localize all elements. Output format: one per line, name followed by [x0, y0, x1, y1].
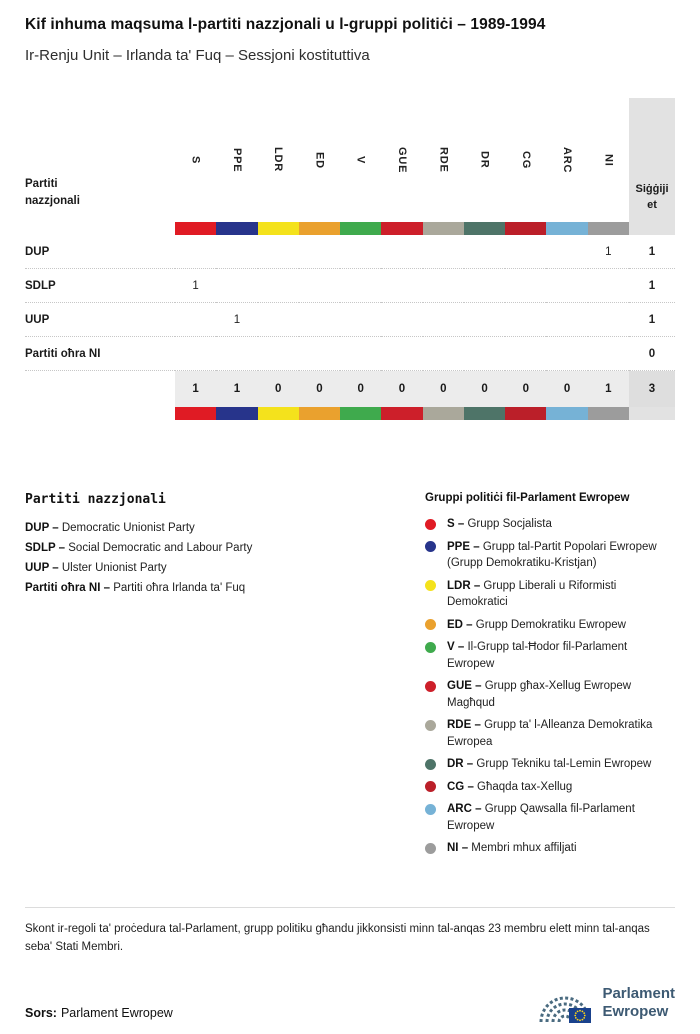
value-ppe: 1	[216, 303, 257, 337]
column-header-v	[340, 98, 381, 222]
party-fullname: Partiti oħra Irlanda ta' Fuq	[113, 582, 246, 594]
group-abbr: DR –	[447, 758, 477, 770]
column-header-label: PPE	[230, 147, 243, 173]
total-rde: 0	[423, 371, 464, 407]
column-header-rde	[423, 98, 464, 222]
group-fullname: Grupp ta' l-Alleanza Demokratika Ewropea	[447, 719, 653, 748]
color-bar-rde	[423, 222, 464, 235]
value-ed	[299, 303, 340, 337]
value-ni	[588, 303, 629, 337]
group-legend-item	[425, 639, 675, 672]
group-legend-text	[447, 578, 675, 611]
party-name: UUP	[25, 303, 175, 337]
party-name: Partiti oħra NI	[25, 337, 175, 371]
party-legend-item	[25, 522, 425, 534]
group-fullname: Grupp Tekniku tal-Lemin Ewropew	[476, 758, 652, 770]
value-gue	[381, 235, 422, 269]
group-abbr: ED –	[447, 618, 476, 631]
total-v: 0	[340, 371, 381, 407]
party-fullname: Democratic Unionist Party	[61, 522, 195, 534]
value-rde	[423, 337, 464, 371]
row-header-cell	[25, 98, 175, 222]
table-totals-row	[25, 371, 675, 407]
seats-column-header: Siġġijiet	[629, 98, 675, 222]
group-fullname: Grupp Demokratiku Ewropew	[475, 618, 626, 631]
totals-seats: 3	[629, 371, 675, 407]
group-legend-item	[425, 539, 675, 572]
party-group-table	[25, 98, 675, 420]
bar-spacer	[25, 407, 175, 420]
value-arc	[546, 303, 587, 337]
party-seats: 0	[629, 337, 675, 371]
color-bar-ed	[299, 222, 340, 235]
value-ni: 1	[588, 235, 629, 269]
value-gue	[381, 337, 422, 371]
value-s	[175, 303, 216, 337]
group-legend-list	[425, 516, 675, 857]
group-abbr: CG –	[447, 780, 478, 793]
value-dr	[464, 337, 505, 371]
color-bar-v	[340, 222, 381, 235]
group-abbr: V –	[447, 641, 468, 653]
page-subtitle: Ir-Renju Unit – Irlanda ta' Fuq – Sessjoni kostituttiva	[25, 47, 370, 64]
column-header-label: NI	[602, 153, 615, 167]
color-bar-ed	[299, 407, 340, 420]
column-header-dr	[464, 98, 505, 222]
ep-logo-text	[602, 985, 675, 1021]
column-header-gue	[381, 98, 422, 222]
color-bar-ldr	[258, 222, 299, 235]
value-dr	[464, 235, 505, 269]
total-dr: 0	[464, 371, 505, 407]
group-legend-item	[425, 578, 675, 611]
group-fullname: Il-Grupp tal-Ħodor fil-Parlament Ewropew	[447, 641, 628, 670]
group-legend-item	[425, 717, 675, 750]
totals-spacer	[25, 371, 175, 407]
source-text: Parlament Ewropew	[60, 1006, 173, 1020]
source-line	[25, 1006, 173, 1024]
group-legend-item	[425, 617, 675, 634]
group-color-dot	[425, 580, 436, 591]
value-cg	[505, 235, 546, 269]
value-dr	[464, 269, 505, 303]
group-color-dot	[425, 720, 436, 731]
value-arc	[546, 337, 587, 371]
table-body	[25, 235, 675, 371]
party-fullname: Social Democratic and Labour Party	[68, 542, 253, 554]
color-bar-cg	[505, 222, 546, 235]
column-header-label: ED	[313, 151, 326, 169]
page-title: Kif inhuma maqsuma l-partiti nazzjonali u l-gruppi politiċi – 1989-1994	[25, 16, 546, 33]
value-rde	[423, 269, 464, 303]
value-rde	[423, 235, 464, 269]
color-bar-s	[175, 407, 216, 420]
group-fullname: Grupp għax-Xellug Ewropew Magħqud	[447, 680, 632, 709]
group-legend-item	[425, 840, 675, 857]
value-ldr	[258, 235, 299, 269]
total-arc: 0	[546, 371, 587, 407]
party-legend-item	[25, 562, 425, 574]
bar-seats	[629, 407, 675, 420]
table-row	[25, 235, 675, 269]
color-bar-s	[175, 222, 216, 235]
column-header-cg	[505, 98, 546, 222]
value-ldr	[258, 303, 299, 337]
group-fullname: Grupp tal-Partit Popolari Ewropew (Grupp Demokratiku-Kristjan)	[447, 540, 657, 569]
group-color-dot	[425, 759, 436, 770]
row-header-label: Partiti nazzjonali	[25, 177, 80, 207]
group-legend	[425, 492, 675, 863]
column-header-arc	[546, 98, 587, 222]
color-bar-v	[340, 407, 381, 420]
group-abbr: RDE –	[447, 719, 485, 731]
value-rde	[423, 303, 464, 337]
color-bar-arc	[546, 407, 587, 420]
value-gue	[381, 269, 422, 303]
value-ed	[299, 235, 340, 269]
color-bar-cg	[505, 407, 546, 420]
column-header-label: S	[189, 155, 202, 165]
value-arc	[546, 269, 587, 303]
party-legend-list	[25, 522, 425, 594]
column-header-s	[175, 98, 216, 222]
column-header-label: DR	[478, 151, 491, 169]
party-name: DUP	[25, 235, 175, 269]
color-bar-ppe	[216, 222, 257, 235]
value-ni	[588, 337, 629, 371]
group-color-dot	[425, 781, 436, 792]
group-color-dot	[425, 642, 436, 653]
group-abbr: PPE –	[447, 540, 483, 553]
value-gue	[381, 303, 422, 337]
group-legend-item	[425, 516, 675, 533]
value-arc	[546, 235, 587, 269]
value-v	[340, 337, 381, 371]
color-bar-ppe	[216, 407, 257, 420]
column-header-ldr	[258, 98, 299, 222]
party-legend	[25, 492, 425, 863]
party-seats: 1	[629, 269, 675, 303]
party-abbr: UUP –	[25, 562, 62, 574]
group-legend-text	[447, 840, 577, 857]
party-legend-heading: Partiti nazzjonali	[25, 492, 166, 507]
color-bar-gue	[381, 407, 422, 420]
group-abbr: S –	[447, 518, 468, 530]
group-legend-text	[447, 539, 675, 572]
group-legend-text	[447, 516, 552, 533]
value-dr	[464, 303, 505, 337]
group-legend-text	[447, 717, 675, 750]
value-ppe	[216, 337, 257, 371]
page-footer	[25, 982, 675, 1024]
group-abbr: ARC –	[447, 803, 485, 815]
footnote: Skont ir-regoli ta' proċedura tal-Parlament, grupp politiku għandu jikkonsisti minn tal-anqas 23 membru elett minn tal-anqas seba' Stati Membri.	[25, 907, 675, 957]
party-legend-item	[25, 582, 425, 594]
value-cg	[505, 269, 546, 303]
group-legend-text	[447, 801, 675, 834]
group-legend-item	[425, 801, 675, 834]
ep-hemicycle-icon	[539, 982, 593, 1024]
total-ed: 0	[299, 371, 340, 407]
value-ed	[299, 269, 340, 303]
value-ppe	[216, 235, 257, 269]
color-bar-ldr	[258, 407, 299, 420]
color-bar-dr	[464, 407, 505, 420]
bar-seats	[629, 222, 675, 235]
group-legend-text	[447, 617, 626, 634]
table-row	[25, 337, 675, 371]
value-v	[340, 235, 381, 269]
group-abbr: GUE –	[447, 680, 485, 692]
source-label: Sors:	[25, 1006, 57, 1020]
group-color-dot	[425, 843, 436, 854]
color-bar-bottom	[25, 407, 675, 420]
party-abbr: Partiti oħra NI –	[25, 582, 114, 594]
column-header-label: GUE	[395, 146, 408, 174]
value-cg	[505, 337, 546, 371]
party-seats: 1	[629, 235, 675, 269]
total-gue: 0	[381, 371, 422, 407]
group-color-dot	[425, 541, 436, 552]
value-s	[175, 337, 216, 371]
color-bar-dr	[464, 222, 505, 235]
group-legend-text	[447, 639, 675, 672]
column-header-ni	[588, 98, 629, 222]
value-ed	[299, 337, 340, 371]
color-bar-ni	[588, 222, 629, 235]
color-bar-gue	[381, 222, 422, 235]
group-fullname: Grupp Socjalista	[467, 518, 552, 530]
group-color-dot	[425, 804, 436, 815]
total-ni: 1	[588, 371, 629, 407]
table-row	[25, 303, 675, 337]
column-header-label: CG	[519, 150, 532, 170]
group-color-dot	[425, 619, 436, 630]
group-color-dot	[425, 519, 436, 530]
value-ldr	[258, 337, 299, 371]
group-legend-item	[425, 779, 675, 796]
party-fullname: Ulster Unionist Party	[61, 562, 167, 574]
group-abbr: NI –	[447, 842, 472, 854]
ep-logo-line1: Parlament	[602, 985, 675, 1002]
group-abbr: LDR –	[447, 579, 484, 592]
total-s: 1	[175, 371, 216, 407]
group-legend-heading: Gruppi politiċi fil-Parlament Ewropew	[425, 492, 630, 504]
column-header-ed	[299, 98, 340, 222]
group-fullname: Għaqda tax-Xellug	[477, 780, 573, 793]
column-header-label: V	[354, 155, 367, 165]
legend-section	[25, 492, 675, 863]
column-header-ppe	[216, 98, 257, 222]
group-legend-text	[447, 678, 675, 711]
value-s	[175, 235, 216, 269]
total-cg: 0	[505, 371, 546, 407]
total-ppe: 1	[216, 371, 257, 407]
party-seats: 1	[629, 303, 675, 337]
column-header-label: LDR	[272, 147, 285, 173]
ep-logo	[539, 982, 675, 1024]
value-ppe	[216, 269, 257, 303]
group-legend-item	[425, 756, 675, 773]
party-legend-item	[25, 542, 425, 554]
group-legend-text	[447, 779, 572, 796]
total-ldr: 0	[258, 371, 299, 407]
column-header-label: ARC	[561, 146, 574, 174]
column-header-label: RDE	[437, 147, 450, 173]
color-bar-rde	[423, 407, 464, 420]
group-fullname: Grupp Liberali u Riformisti Demokratici	[447, 579, 617, 608]
value-ni	[588, 269, 629, 303]
ep-logo-line2: Ewropew	[602, 1003, 669, 1020]
table-row	[25, 269, 675, 303]
group-fullname: Membri mhux affiljati	[471, 842, 577, 854]
group-color-dot	[425, 681, 436, 692]
party-abbr: DUP –	[25, 522, 62, 534]
color-bar-ni	[588, 407, 629, 420]
value-s: 1	[175, 269, 216, 303]
color-bar-top	[25, 222, 675, 235]
table-header-row	[25, 98, 675, 222]
value-cg	[505, 303, 546, 337]
color-bar-arc	[546, 222, 587, 235]
value-v	[340, 269, 381, 303]
bar-spacer	[25, 222, 175, 235]
value-ldr	[258, 269, 299, 303]
party-abbr: SDLP –	[25, 542, 69, 554]
group-legend-item	[425, 678, 675, 711]
group-fullname: Grupp Qawsalla fil-Parlament Ewropew	[447, 803, 635, 832]
party-name: SDLP	[25, 269, 175, 303]
group-legend-text	[447, 756, 651, 773]
value-v	[340, 303, 381, 337]
